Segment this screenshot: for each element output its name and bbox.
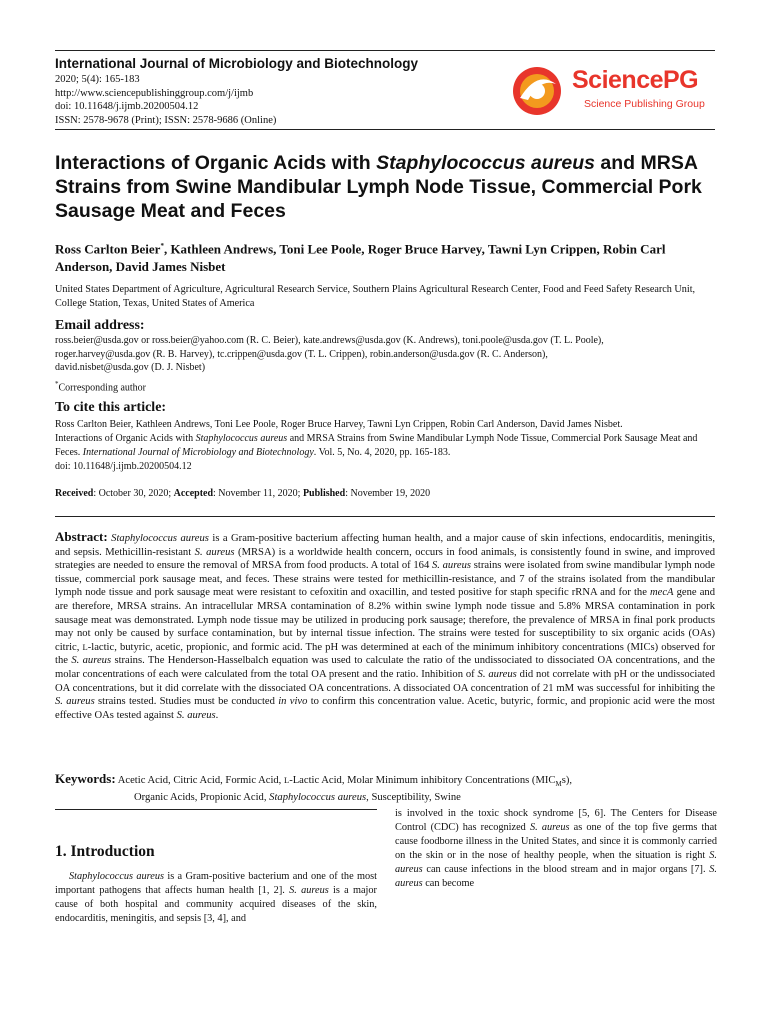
keywords-label: Keywords: bbox=[55, 771, 116, 786]
logo-tagline: Science Publishing Group bbox=[584, 98, 705, 110]
email-line[interactable]: roger.harvey@usda.gov (R. B. Harvey), tc.crippen@usda.gov (T. L. Crippen), robin.anderson@usda.gov (R. C. Anderson), bbox=[55, 348, 548, 360]
header-rule bbox=[55, 129, 715, 130]
citation: Ross Carlton Beier, Kathleen Andrews, Toni Lee Poole, Roger Bruce Harvey, Tawni Lyn Crippen, Robin Carl Anderson, David James Nisbet. Interactions of Organic Acids with Staphylococcus aureus and MRSA Strains from Swine Mandibular Lymph Node Tissue, Commercial Pork Sausage Meat and Feces. International Journal of Microbiology and Biotechnology. Vol. 5, No. 4, 2020, pp. 165-183. doi: 10.11648/j.ijmb.20200504.12 bbox=[55, 418, 720, 474]
journal-issn: ISSN: 2578-9678 (Print); ISSN: 2578-9686 (Online) bbox=[55, 114, 277, 126]
affiliation: United States Department of Agriculture, Agricultural Research Service, Southern Plains Agricultural Research Center, Food and Feed Safety Research Unit, College Station, Texas, United States of America bbox=[55, 284, 696, 309]
logo-wordmark: SciencePG bbox=[572, 66, 699, 94]
corresponding-note: *Corresponding author bbox=[55, 379, 146, 393]
intro-rule bbox=[55, 809, 377, 810]
abstract-label: Abstract: bbox=[55, 529, 108, 544]
intro-right-column: is involved in the toxic shock syndrome [5, 6]. The Centers for Disease Control (CDC) has recognized S. aureus as one of the top five germs that cause foodborne illness in the United States, and since it is commonly carried on the skin or in the nose of healthy people, when the situation is right S. aureus can cause infections in the blood stream and in major organs [7]. S. aureus can become bbox=[395, 808, 717, 889]
cite-heading: To cite this article: bbox=[55, 400, 167, 415]
abstract: Abstract: Staphylococcus aureus is a Gram-positive bacterium affecting human health, and a major cause of skin infections, endocarditis, meningitis, and sepsis. Methicillin-resistant S. aureus (MRSA) is a worldwide health concern, occurs in food animals, is consistently found in swine, and improved strategies are needed to ensure the removal of MRSA from food products. A total of 164 S. aureus strains were isolated from swine mandibular lymph node tissue, commercial pork sausage meat, and feces. These strains were tested for methicillin-resistance, and 7 of the strains isolated from the mandibular lymph node tissue and pork sausage meat were resistant to cefoxitin and oxacillin, and tested positive for staph specific rRNA and for the mecA gene and are therefore, MRSA strains. An intracellular MRSA contamination of 8.2% within swine lymph node tissue and 5.8% MRSA contamination in pork sausage meat was demonstrated. Lymph node tissue may be utilized in producing pork sausage; therefore, the prevalence of MRSA in final pork products may not only be caused by surface contamination, but by internal tissue infection. The strains were tested for susceptibility to six organic acids (OAs) citric, L-lactic, butyric, acetic, propionic, and formic acid. The pH was determined at each of the minimum inhibitory concentrations (MICs) observed for the S. aureus strains. The Henderson-Hasselbalch equation was used to calculate the ratio of the undissociated to dissociated OA concentrations, and the molar concentrations of each were calculated from the total OA present and the ratio. Inhibition of S. aureus did not correlate with pH or the undissociated OA concentrations, but it did correlate with the dissociated OA concentrations. A dissociated OA concentration of 21 mM was successful for inhibiting the S. aureus strains tested. Studies must be conducted in vivo to confirm this concentration value. Acetic, butyric, formic, and propionic acid were the most effective OAs tested against S. aureus. bbox=[55, 529, 716, 721]
article-dates: Received: October 30, 2020; Accepted: November 11, 2020; Published: November 19, 2020 bbox=[55, 488, 431, 499]
volume-info: 2020; 5(4): 165-183 bbox=[55, 74, 140, 85]
email-addresses bbox=[55, 334, 720, 394]
email-line[interactable]: ross.beier@usda.gov or ross.beier@yahoo.com (R. C. Beier), kate.andrews@usda.gov (K. Andrews), toni.poole@usda.gov (T. L. Poole), bbox=[55, 335, 604, 346]
journal-meta bbox=[55, 73, 276, 127]
journal-doi[interactable]: doi: 10.11648/j.ijmb.20200504.12 bbox=[55, 101, 199, 112]
section-heading-introduction: 1. Introduction bbox=[55, 843, 155, 860]
sciencepg-logo bbox=[510, 64, 720, 118]
article-title: Interactions of Organic Acids with Staphylococcus aureus and MRSA Strains from Swine Mandibular Lymph Node Tissue, Commercial Pork Sausage Meat and Feces bbox=[55, 152, 702, 222]
abstract-top-rule bbox=[55, 516, 715, 517]
intro-left-column: Staphylococcus aureus is a Gram-positive bacterium and one of the most important pathogens that affects human health [1, 2]. S. aureus is a major cause of both hospital and community acquired diseases of the skin, endocarditis, meningitis, and sepsis [3, 4], and bbox=[55, 871, 377, 924]
email-heading: Email address: bbox=[55, 318, 145, 333]
journal-url[interactable]: http://www.sciencepublishinggroup.com/j/ijmb bbox=[55, 87, 254, 99]
top-rule bbox=[55, 50, 715, 51]
citation-doi[interactable]: doi: 10.11648/j.ijmb.20200504.12 bbox=[55, 461, 192, 472]
journal-name: International Journal of Microbiology and Biotechnology bbox=[55, 56, 419, 71]
author-list: Ross Carlton Beier*, Kathleen Andrews, Toni Lee Poole, Roger Bruce Harvey, Tawni Lyn Crippen, Robin Carl Anderson, David James Nisbet bbox=[55, 241, 666, 274]
email-line[interactable]: david.nisbet@usda.gov (D. J. Nisbet) bbox=[55, 362, 206, 373]
keywords: Keywords: Acetic Acid, Citric Acid, Formic Acid, L-Lactic Acid, Molar Minimum inhibitory Concentrations $(MIC_Ms)$, Organic Acids, Propionic Acid, Staphylococcus aureus, Susceptibility, Swine bbox=[55, 771, 573, 804]
